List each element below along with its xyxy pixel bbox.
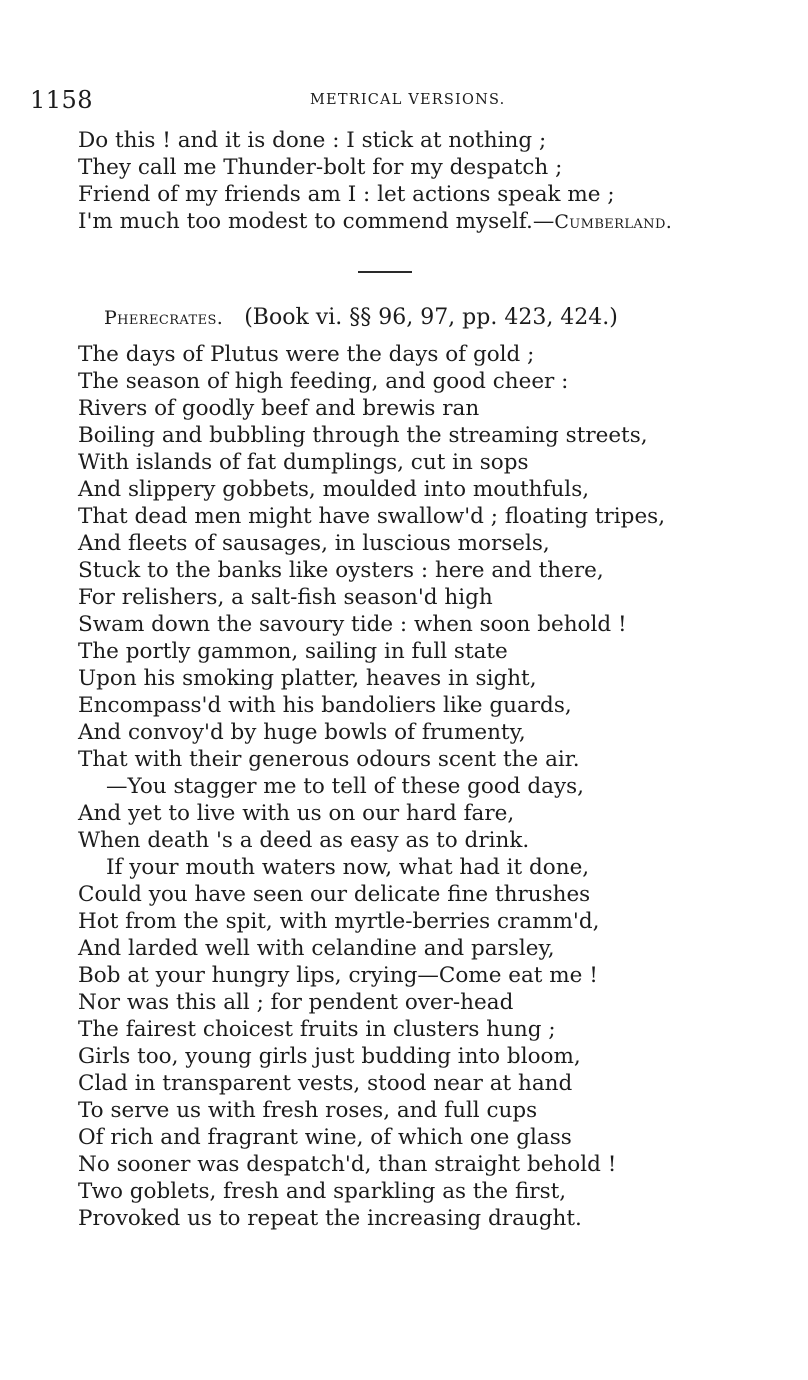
verse-line-with-attribution bbox=[78, 208, 778, 235]
book-reference: (Book vi. §§ 96, 97, pp. 423, 424.) bbox=[244, 305, 618, 330]
verse-line: Of rich and fragrant wine, of which one glass bbox=[78, 1125, 572, 1150]
verse-line: Hot from the spit, with myrtle-berries cramm'd, bbox=[78, 909, 600, 934]
verse-line: The fairest choicest fruits in clusters hung ; bbox=[78, 1017, 556, 1042]
verse-line: Encompass'd with his bandoliers like guards, bbox=[78, 693, 572, 718]
verse-line: The portly gammon, sailing in full state bbox=[78, 639, 508, 664]
verse-line: Swam down the savoury tide : when soon behold ! bbox=[78, 612, 627, 637]
attribution-dash: — bbox=[532, 209, 555, 234]
page-number: 1158 bbox=[30, 86, 94, 114]
verse-line: And fleets of sausages, in luscious morsels, bbox=[78, 531, 550, 556]
running-head: METRICAL VERSIONS. bbox=[310, 92, 506, 108]
verse-line: For relishers, a salt-fish season'd high bbox=[78, 585, 493, 610]
section-heading bbox=[104, 303, 618, 333]
verse-line: To serve us with fresh roses, and full cups bbox=[78, 1098, 538, 1123]
verse-line: When death 's a deed as easy as to drink. bbox=[78, 828, 530, 853]
verse-line: That with their generous odours scent the air. bbox=[78, 747, 580, 772]
attribution: Cumberland. bbox=[554, 211, 673, 233]
author-name: Pherecrates. bbox=[104, 307, 224, 329]
verse-line-text: I'm much too modest to commend myself. bbox=[78, 209, 533, 234]
verse-line: Girls too, young girls just budding into bloom, bbox=[78, 1044, 581, 1069]
verse-line: With islands of fat dumplings, cut in sops bbox=[78, 450, 529, 475]
verse-line: Bob at your hungry lips, crying—Come eat me ! bbox=[78, 963, 598, 988]
verse-line: And convoy'd by huge bowls of frumenty, bbox=[78, 720, 526, 745]
verse-line: Provoked us to repeat the increasing draught. bbox=[78, 1206, 582, 1231]
verse-line: Clad in transparent vests, stood near at hand bbox=[78, 1071, 573, 1096]
verse-line: That dead men might have swallow'd ; floating tripes, bbox=[78, 504, 666, 529]
verse-line: They call me Thunder-bolt for my despatch ; bbox=[78, 155, 563, 180]
pherecrates-verse bbox=[78, 341, 778, 1232]
page-header bbox=[30, 86, 770, 116]
verse-line: Do this ! and it is done : I stick at nothing ; bbox=[78, 128, 547, 153]
verse-line: Could you have seen our delicate fine thrushes bbox=[78, 882, 591, 907]
verse-line: No sooner was despatch'd, than straight behold ! bbox=[78, 1152, 617, 1177]
verse-line: The days of Plutus were the days of gold ; bbox=[78, 342, 535, 367]
verse-line: Boiling and bubbling through the streaming streets, bbox=[78, 423, 648, 448]
verse-line: Friend of my friends am I : let actions speak me ; bbox=[78, 182, 615, 207]
verse-line: And larded well with celandine and parsley, bbox=[78, 936, 555, 961]
verse-line: Two goblets, fresh and sparkling as the first, bbox=[78, 1179, 567, 1204]
verse-line: Stuck to the banks like oysters : here and there, bbox=[78, 558, 604, 583]
verse-line: Rivers of goodly beef and brewis ran bbox=[78, 396, 480, 421]
verse-line: Nor was this all ; for pendent over-head bbox=[78, 990, 514, 1015]
verse-line: The season of high feeding, and good cheer : bbox=[78, 369, 569, 394]
verse-line: If your mouth waters now, what had it done, bbox=[106, 855, 590, 880]
section-divider bbox=[358, 271, 412, 273]
verse-line: And slippery gobbets, moulded into mouthfuls, bbox=[78, 477, 590, 502]
verse-line: Upon his smoking platter, heaves in sight, bbox=[78, 666, 537, 691]
verse-line: And yet to live with us on our hard fare, bbox=[78, 801, 515, 826]
verse-line: —You stagger me to tell of these good days, bbox=[106, 774, 584, 799]
cumberland-verse bbox=[78, 127, 778, 235]
